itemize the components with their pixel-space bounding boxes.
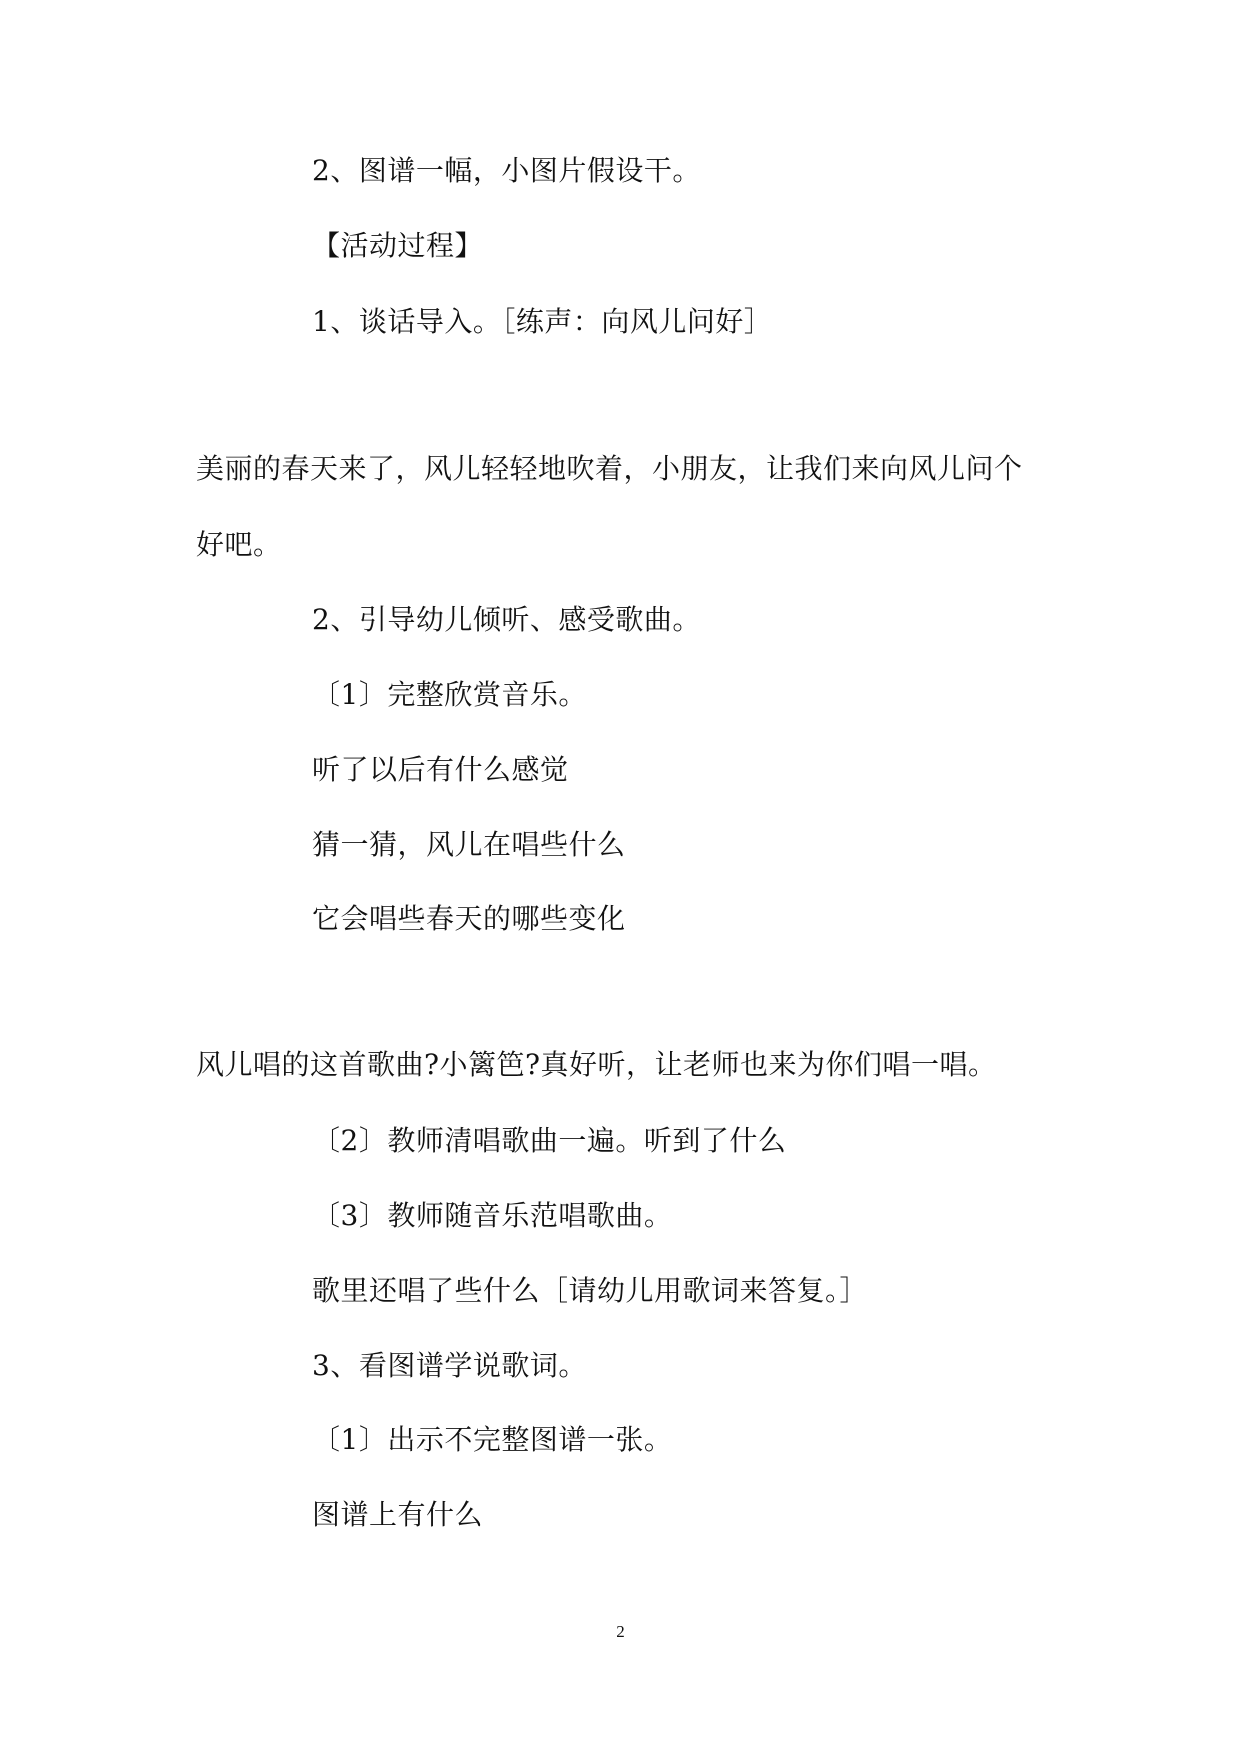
materials-line: 2、图谱一幅，小图片假设干。 — [312, 154, 701, 187]
paragraph-line-3: 风儿唱的这首歌曲?小篱笆?真好听，让老师也来为你们唱一唱。 — [196, 1048, 997, 1081]
substep-3-line: 〔3〕教师随音乐范唱歌曲。 — [312, 1199, 673, 1232]
step-1-line: 1、谈话导入。［练声：向风儿问好］ — [312, 305, 773, 338]
paragraph-line-2: 好吧。 — [196, 528, 282, 561]
step-2-line: 2、引导幼儿倾听、感受歌曲。 — [312, 603, 701, 636]
question-line-1: 听了以后有什么感觉 — [312, 753, 569, 786]
substep-2-line: 〔2〕教师清唱歌曲一遍。听到了什么 — [312, 1124, 787, 1157]
substep-1-line: 〔1〕完整欣赏音乐。 — [312, 678, 587, 711]
question-line-3: 它会唱些春天的哪些变化 — [312, 902, 626, 935]
question-line-2: 猜一猜，风儿在唱些什么 — [312, 828, 626, 861]
step-3-line: 3、看图谱学说歌词。 — [312, 1349, 587, 1382]
question-line-5: 图谱上有什么 — [312, 1498, 484, 1531]
page-number: 2 — [616, 1622, 625, 1641]
paragraph-line-1: 美丽的春天来了，风儿轻轻地吹着，小朋友，让我们来向风儿问个 — [196, 452, 1023, 485]
substep-4-line: 〔1〕出示不完整图谱一张。 — [312, 1423, 673, 1456]
activity-process-heading: 【活动过程】 — [312, 229, 484, 262]
question-line-4: 歌里还唱了些什么［请幼儿用歌词来答复。］ — [312, 1274, 869, 1307]
